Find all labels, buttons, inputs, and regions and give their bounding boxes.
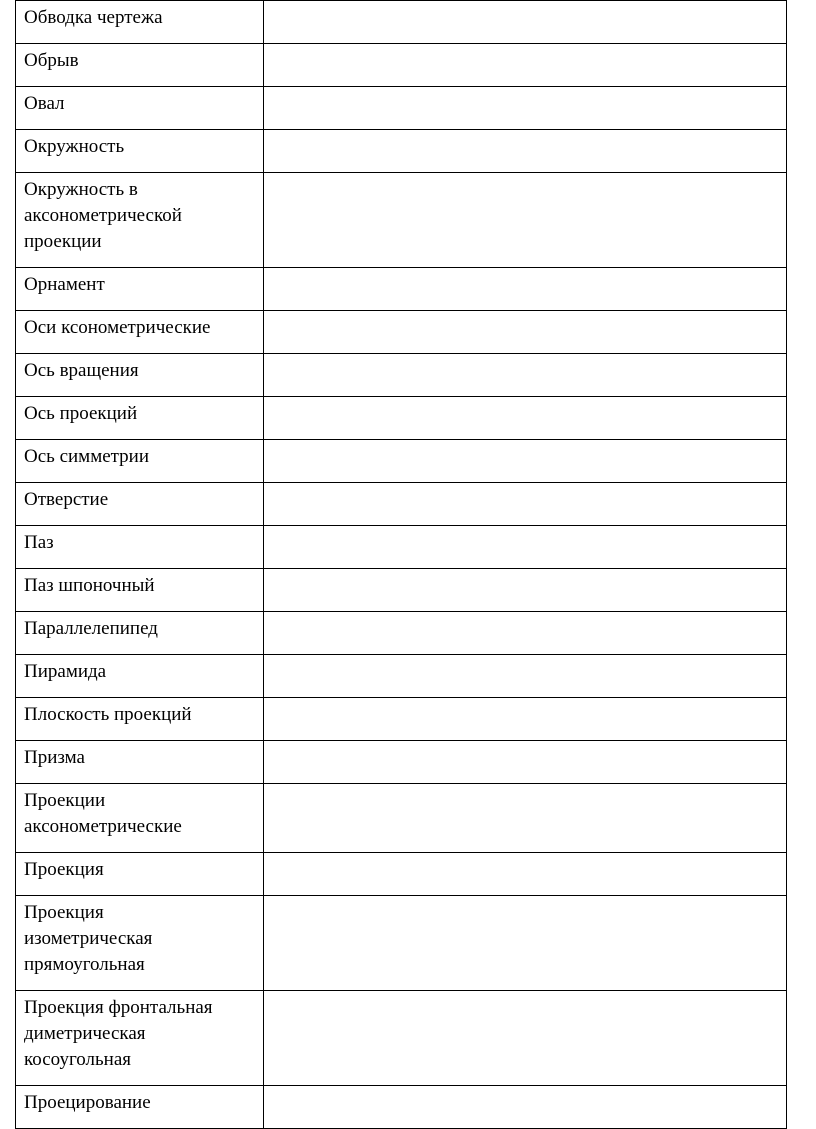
table-row (16, 44, 787, 87)
term-text: Призма (24, 747, 85, 768)
term-cell (16, 311, 264, 354)
table-row (16, 440, 787, 483)
term-text: Окружность (24, 136, 125, 157)
definition-cell[interactable] (264, 655, 787, 698)
definition-cell[interactable] (264, 612, 787, 655)
term-cell (16, 896, 264, 991)
definition-cell[interactable] (264, 483, 787, 526)
term-cell (16, 784, 264, 853)
definition-cell[interactable] (264, 853, 787, 896)
term-text: Проецирование (24, 1092, 151, 1113)
table-row (16, 354, 787, 397)
term-cell (16, 741, 264, 784)
definition-cell[interactable] (264, 1086, 787, 1129)
table-row (16, 268, 787, 311)
definition-cell[interactable] (264, 526, 787, 569)
definition-cell[interactable] (264, 440, 787, 483)
term-text: Окружность в аксонометрической проекции (24, 179, 182, 252)
term-text: Обводка чертежа (24, 7, 163, 28)
definition-cell[interactable] (264, 991, 787, 1086)
term-text: Отверстие (24, 489, 109, 510)
definition-cell[interactable] (264, 354, 787, 397)
table-row (16, 784, 787, 853)
term-text: Паз шпоночный (24, 575, 155, 596)
term-cell (16, 130, 264, 173)
term-text: Ось вращения (24, 360, 139, 381)
definition-cell[interactable] (264, 87, 787, 130)
term-text: Плоскость проекций (24, 704, 192, 725)
term-cell (16, 991, 264, 1086)
term-cell (16, 173, 264, 268)
term-text: Ось симметрии (24, 446, 150, 467)
term-cell (16, 268, 264, 311)
term-cell (16, 698, 264, 741)
definition-cell[interactable] (264, 173, 787, 268)
term-text: Оси ксонометрические (24, 317, 211, 338)
table-row (16, 569, 787, 612)
table-row (16, 130, 787, 173)
term-cell (16, 397, 264, 440)
table-row (16, 698, 787, 741)
table-row (16, 655, 787, 698)
table-row (16, 87, 787, 130)
term-text: Проекция (24, 859, 104, 880)
term-text: Орнамент (24, 274, 105, 295)
term-cell (16, 440, 264, 483)
definition-cell[interactable] (264, 268, 787, 311)
table-row (16, 173, 787, 268)
table-row (16, 741, 787, 784)
term-text: Ось проекций (24, 403, 138, 424)
term-text: Пирамида (24, 661, 107, 682)
term-cell (16, 44, 264, 87)
table-row (16, 853, 787, 896)
table-row (16, 483, 787, 526)
term-cell (16, 853, 264, 896)
term-cell (16, 354, 264, 397)
definition-cell[interactable] (264, 741, 787, 784)
table-row (16, 1086, 787, 1129)
term-cell (16, 655, 264, 698)
glossary-table-body (16, 1, 787, 1129)
definition-cell[interactable] (264, 1, 787, 44)
term-text: Паз (24, 532, 54, 553)
term-cell (16, 569, 264, 612)
table-row (16, 397, 787, 440)
term-cell (16, 612, 264, 655)
term-text: Параллелепипед (24, 618, 158, 639)
table-row (16, 612, 787, 655)
table-row (16, 896, 787, 991)
term-text: Обрыв (24, 50, 79, 71)
definition-cell[interactable] (264, 896, 787, 991)
term-cell (16, 483, 264, 526)
definition-cell[interactable] (264, 130, 787, 173)
table-row (16, 526, 787, 569)
definition-cell[interactable] (264, 569, 787, 612)
term-text: Овал (24, 93, 65, 114)
term-cell (16, 1086, 264, 1129)
table-row (16, 311, 787, 354)
term-text: Проекция изометрическая прямоугольная (24, 902, 153, 975)
table-row (16, 991, 787, 1086)
definition-cell[interactable] (264, 698, 787, 741)
term-text: Проекция фронтальная диметрическая косоугольная (24, 997, 213, 1070)
definition-cell[interactable] (264, 397, 787, 440)
definition-cell[interactable] (264, 784, 787, 853)
term-cell (16, 87, 264, 130)
term-text: Проекции аксонометрические (24, 790, 182, 837)
table-row (16, 1, 787, 44)
term-cell (16, 1, 264, 44)
definition-cell[interactable] (264, 44, 787, 87)
term-cell (16, 526, 264, 569)
glossary-table (15, 0, 787, 1129)
definition-cell[interactable] (264, 311, 787, 354)
